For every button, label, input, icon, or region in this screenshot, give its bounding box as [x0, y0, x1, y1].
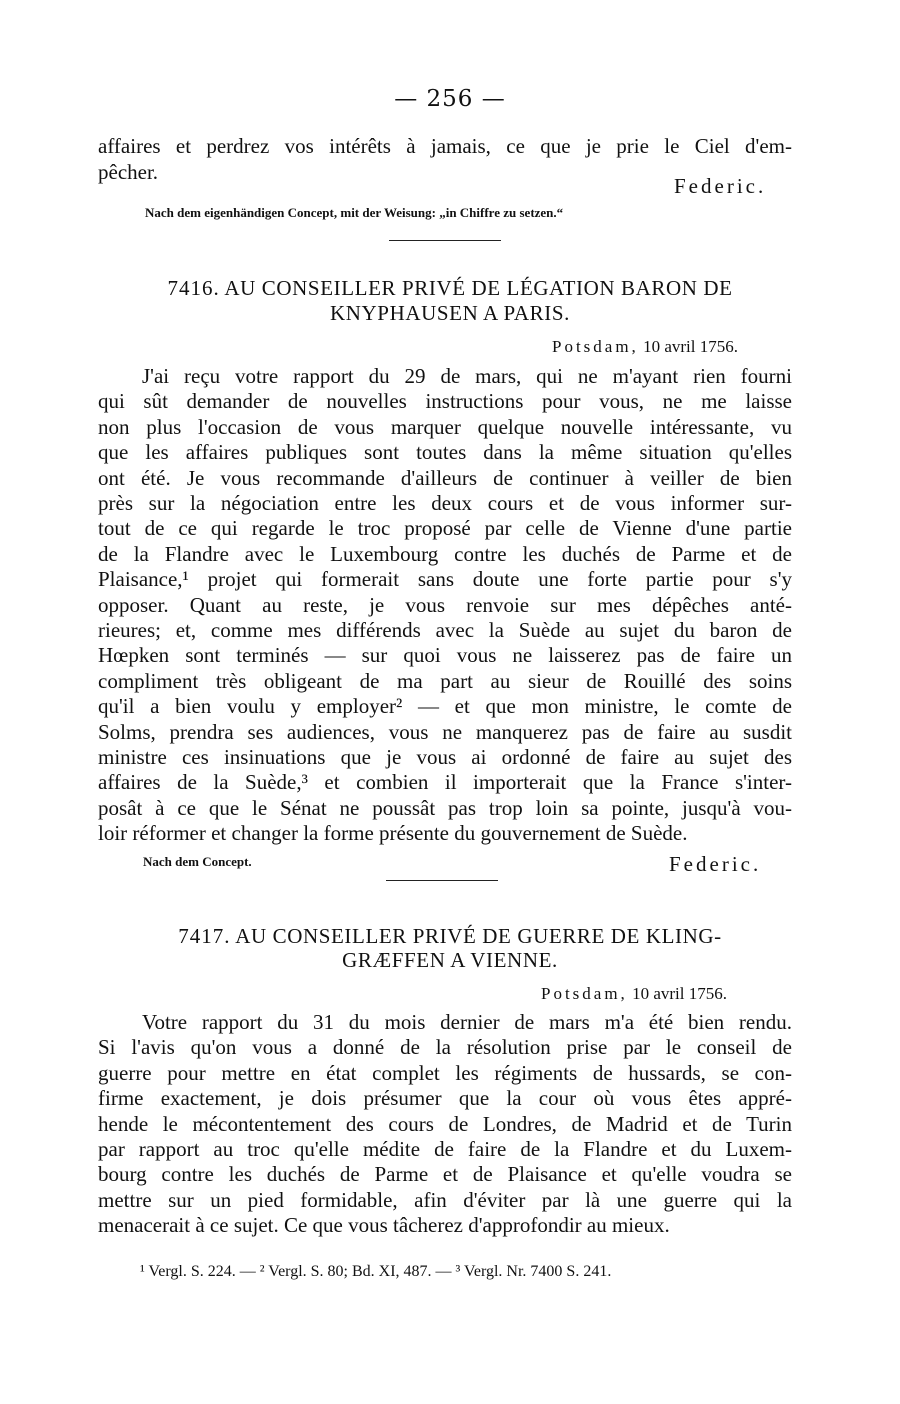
intro-signature: Federic. [674, 174, 767, 198]
letter-7416-signature: Federic. [669, 852, 762, 876]
body-line: bourg contre les duchés de Parme et de Plaisance et qu'elle voudra se [98, 1162, 792, 1187]
intro-line-2: pêcher. [98, 160, 159, 184]
section-divider-1 [389, 240, 501, 241]
section-divider-2 [386, 880, 498, 881]
letter-7417-date: 10 avril 1756. [632, 984, 727, 1003]
letter-7416-source-note: Nach dem Concept. [143, 854, 252, 869]
body-line: J'ai reçu votre rapport du 29 de mars, qui ne m'ayant rien fourni [142, 364, 792, 388]
body-line: ont été. Je vous recommande d'ailleurs de continuer à veiller de bien [98, 465, 792, 490]
body-line: mettre sur un pied formidable, afin d'éviter par là une guerre qui la [98, 1187, 792, 1212]
body-line: ministre ces insinuations que je vous ai ordonné de faire au sujet des [98, 745, 792, 769]
body-line: guerre pour mettre en état complet les régiments de hussards, se con- [98, 1060, 792, 1085]
intro-line-1: affaires et perdrez vos intérêts à jamais, ce que je prie le Ciel d'em- [98, 134, 792, 158]
letter-7417-place: Potsdam, [541, 984, 628, 1003]
letter-7417-heading [120, 924, 780, 949]
page-number: — 256 — [394, 86, 506, 112]
body-line: menacerait à ce sujet. Ce que vous tâcherez d'approfondir au mieux. [98, 1213, 670, 1238]
letter-7416-heading [120, 276, 780, 301]
body-line: affaires de la Suède,³ et combien il importerait que la France s'inter- [98, 770, 792, 795]
body-line: par rapport au troc qu'elle médite de faire de la Flandre et du Luxem- [98, 1137, 792, 1161]
body-line: près sur la négociation entre les deux cours et de vous informer sur- [98, 491, 792, 515]
intro-source-note: Nach dem eigenhändigen Concept, mit der Weisung: „in Chiffre zu setzen.“ [145, 205, 564, 220]
body-line: non plus l'occasion de vous marquer quelque nouvelle intéressante, vu [98, 414, 792, 439]
body-line: Votre rapport du 31 du mois dernier de mars m'a été bien rendu. [142, 1010, 792, 1034]
body-line: Plaisance,¹ projet qui formerait sans doute une forte partie pour s'y [98, 567, 792, 592]
body-line: que les affaires publiques sont toutes dans la même situation qu'elles [98, 440, 792, 465]
body-line: qu'il a bien voulu y employer² — et que mon ministre, le comte de [98, 694, 792, 719]
letter-7416-place: Potsdam, [552, 337, 639, 356]
body-line: loir réformer et changer la forme présente du gouvernement de Suède. [98, 821, 688, 846]
body-line: tout de ce qui regarde le troc proposé par celle de Vienne d'une partie [98, 516, 792, 541]
body-line: compliment très obligeant de ma part au sieur de Rouillé des soins [98, 668, 792, 693]
letter-7416-date: 10 avril 1756. [643, 337, 738, 356]
body-line: opposer. Quant au reste, je vous renvoie sur mes dépêches anté- [98, 592, 792, 617]
letter-7416-number: 7416. [167, 276, 220, 300]
body-line: hende le mécontentement des cours de Londres, de Madrid et de Turin [98, 1111, 792, 1136]
body-line: firme exactement, je dois présumer que la cour où vous êtes appré- [98, 1086, 792, 1111]
body-line: rieures; et, comme mes différends avec la Suède au sujet du baron de [98, 618, 792, 642]
body-line: de la Flandre avec le Luxembourg contre les duchés de Parme et de [98, 541, 792, 566]
letter-7417-heading-line1: AU CONSEILLER PRIVÉ DE GUERRE DE KLING- [235, 924, 722, 948]
letter-7417-heading-line2: GRÆFFEN A VIENNE. [342, 948, 558, 972]
letter-7416-heading-line1: AU CONSEILLER PRIVÉ DE LÉGATION BARON DE [224, 276, 733, 300]
footnotes: ¹ Vergl. S. 224. — ² Vergl. S. 80; Bd. XI, 487. — ³ Vergl. Nr. 7400 S. 241. [140, 1263, 612, 1280]
body-line: qui sût demander de nouvelles instructions pour vous, ne me laisse [98, 389, 792, 414]
body-line: Hœpken sont terminés — sur quoi vous ne laisserez pas de faire un [98, 643, 792, 668]
body-line: posât à ce que le Sénat ne poussât pas trop loin sa pointe, jusqu'à vou- [98, 795, 792, 820]
body-line: Solms, prendra ses audiences, vous ne manquerez pas de faire au susdit [98, 719, 792, 744]
letter-7417-dateline [541, 984, 727, 1004]
letter-7416-dateline [552, 337, 738, 357]
body-line: Si l'avis qu'on vous a donné de la résolution prise par le conseil de [98, 1035, 792, 1060]
letter-7416-heading-line2: KNYPHAUSEN A PARIS. [330, 301, 570, 325]
letter-7417-number: 7417. [178, 924, 231, 948]
